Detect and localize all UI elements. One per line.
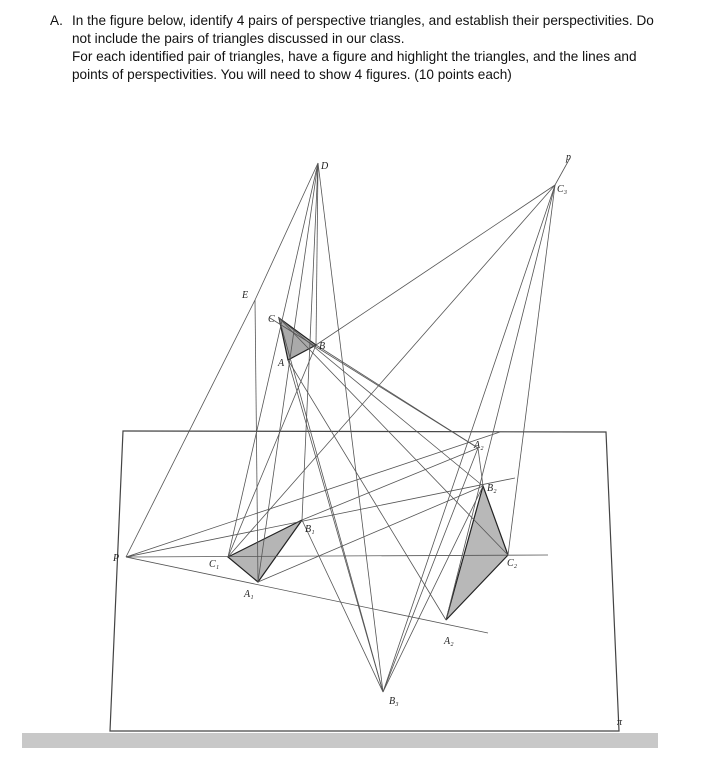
question-line-1: In the figure below, identify 4 pairs of perspective triangles, and establish their perspectivities. Do: [72, 13, 654, 28]
label-a2-bottom: A₂: [444, 636, 454, 647]
line-d-b3: [318, 163, 383, 692]
label-c2: C₂: [507, 558, 518, 569]
label-b1: B₁: [305, 524, 315, 535]
line-c3-c1: [228, 185, 555, 557]
line-p-a2: [126, 432, 500, 557]
label-d: D: [321, 161, 329, 172]
line-b1-a2: [302, 448, 478, 520]
line-a2-b2: [478, 448, 483, 486]
line-b-b1: [228, 345, 316, 557]
line-e-p: [126, 300, 255, 557]
label-a: A: [278, 358, 285, 369]
line-p-a2-bottom: [126, 557, 488, 633]
label-a1: A₁: [244, 589, 254, 600]
line-c-b3: [279, 318, 383, 692]
label-b2: B₂: [487, 483, 497, 494]
question-line-3: For each identified pair of triangles, have a figure and highlight the triangles, and the lines and: [72, 49, 637, 64]
label-c: C: [268, 314, 275, 325]
line-c3-b3: [383, 185, 555, 692]
line-d-c1: [228, 163, 318, 557]
question-label: A.: [50, 13, 63, 28]
label-c3: C₃: [557, 184, 568, 195]
question-line-4: points of perspectivities. You will need to show 4 figures. (10 points each): [72, 67, 512, 82]
line-b-a2: [316, 345, 478, 448]
label-b: B: [319, 341, 326, 352]
question-line-2: not include the pairs of triangles discussed in our class.: [72, 31, 405, 46]
label-p: P: [113, 553, 120, 564]
line-c-c2: [279, 318, 508, 555]
line-e-a1: [255, 300, 258, 582]
label-a2-top: A₂: [474, 440, 484, 451]
line-c3-c2: [508, 185, 555, 555]
label-e: E: [242, 290, 249, 301]
ground-plane: [110, 431, 619, 731]
label-b3: B₃: [389, 696, 399, 707]
label-p-top: p: [566, 152, 571, 163]
label-pi: π: [617, 717, 623, 728]
footer-bar: [22, 733, 658, 748]
line-c-b2: [279, 318, 483, 486]
label-c1: C₁: [209, 559, 220, 570]
line-p-b2: [126, 478, 515, 557]
